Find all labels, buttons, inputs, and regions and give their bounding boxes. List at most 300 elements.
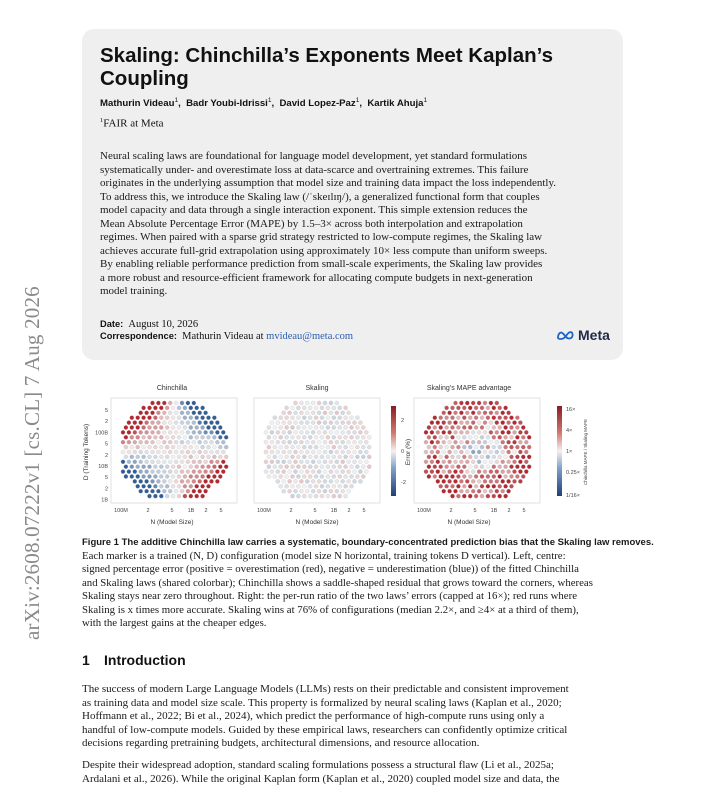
configuration-marker: [302, 425, 306, 429]
configuration-marker: [293, 450, 297, 454]
configuration-marker: [335, 479, 339, 483]
configuration-marker: [480, 445, 484, 449]
configuration-marker: [480, 425, 484, 429]
configuration-marker: [127, 421, 131, 425]
configuration-marker: [174, 460, 178, 464]
configuration-marker: [282, 440, 286, 444]
configuration-marker: [424, 470, 428, 474]
configuration-marker: [270, 470, 274, 474]
configuration-marker: [209, 421, 213, 425]
configuration-marker: [147, 455, 151, 459]
configuration-marker: [332, 484, 336, 488]
configuration-marker: [293, 489, 297, 493]
configuration-marker: [512, 421, 516, 425]
configuration-marker: [305, 460, 309, 464]
configuration-marker: [471, 421, 475, 425]
configuration-marker: [468, 474, 472, 478]
configuration-marker: [192, 489, 196, 493]
configuration-marker: [218, 425, 222, 429]
configuration-marker: [282, 460, 286, 464]
configuration-marker: [459, 430, 463, 434]
configuration-marker: [468, 465, 472, 469]
configuration-marker: [347, 489, 351, 493]
configuration-marker: [285, 474, 289, 478]
configuration-marker: [171, 465, 175, 469]
configuration-marker: [495, 479, 499, 483]
configuration-marker: [459, 479, 463, 483]
configuration-marker: [326, 455, 330, 459]
configuration-marker: [326, 474, 330, 478]
configuration-marker: [495, 401, 499, 405]
configuration-marker: [130, 465, 134, 469]
configuration-marker: [462, 445, 466, 449]
configuration-marker: [186, 430, 190, 434]
configuration-marker: [159, 435, 163, 439]
configuration-marker: [453, 479, 457, 483]
configuration-marker: [474, 465, 478, 469]
configuration-marker: [177, 406, 181, 410]
configuration-marker: [314, 484, 318, 488]
configuration-marker: [477, 440, 481, 444]
configuration-marker: [183, 474, 187, 478]
configuration-marker: [448, 411, 452, 415]
configuration-marker: [299, 489, 303, 493]
configuration-marker: [136, 474, 140, 478]
configuration-marker: [212, 416, 216, 420]
configuration-marker: [355, 416, 359, 420]
configuration-marker: [201, 425, 205, 429]
x-tick-label: 2: [449, 508, 453, 514]
author-affiliation-mark: 1: [267, 97, 272, 104]
configuration-marker: [145, 421, 149, 425]
configuration-marker: [206, 435, 210, 439]
configuration-marker: [486, 455, 490, 459]
configuration-marker: [314, 494, 318, 498]
caption-line: and Skaling laws (shared colorbar); Chinchilla shows a saddle-shaped residual that grows toward the corners, whereas: [82, 576, 593, 589]
configuration-marker: [204, 421, 208, 425]
configuration-marker: [308, 435, 312, 439]
configuration-marker: [456, 494, 460, 498]
configuration-marker: [361, 455, 365, 459]
configuration-marker: [483, 460, 487, 464]
configuration-marker: [189, 416, 193, 420]
configuration-marker: [439, 465, 443, 469]
configuration-marker: [285, 416, 289, 420]
configuration-marker: [433, 455, 437, 459]
configuration-marker: [430, 470, 434, 474]
configuration-marker: [162, 470, 166, 474]
configuration-marker: [314, 455, 318, 459]
date-label: Date:: [100, 319, 124, 329]
configuration-marker: [453, 489, 457, 493]
configuration-marker: [480, 406, 484, 410]
configuration-marker: [439, 474, 443, 478]
configuration-marker: [177, 474, 181, 478]
configuration-marker: [192, 470, 196, 474]
configuration-marker: [329, 430, 333, 434]
configuration-marker: [498, 435, 502, 439]
configuration-marker: [495, 440, 499, 444]
configuration-marker: [518, 479, 522, 483]
intro-paragraph-2: [82, 759, 622, 786]
configuration-marker: [168, 411, 172, 415]
x-tick-label: 5: [170, 508, 174, 514]
configuration-marker: [468, 455, 472, 459]
configuration-marker: [512, 460, 516, 464]
configuration-marker: [204, 470, 208, 474]
date-value: August 10, 2026: [128, 319, 199, 330]
configuration-marker: [168, 460, 172, 464]
caption-line: Skaling is x times more accurate. Skaling wins at 76% of configurations (median 2.2×, and ≥4× at a third of them),: [82, 603, 579, 616]
configuration-marker: [442, 450, 446, 454]
configuration-marker: [127, 470, 131, 474]
configuration-marker: [507, 430, 511, 434]
configuration-marker: [320, 406, 324, 410]
configuration-marker: [159, 484, 163, 488]
configuration-marker: [341, 440, 345, 444]
configuration-marker: [276, 470, 280, 474]
configuration-marker: [177, 425, 181, 429]
configuration-marker: [521, 474, 525, 478]
x-tick-label: 2: [347, 508, 351, 514]
configuration-marker: [159, 445, 163, 449]
configuration-marker: [299, 479, 303, 483]
configuration-marker: [474, 416, 478, 420]
configuration-marker: [192, 460, 196, 464]
configuration-marker: [273, 435, 277, 439]
configuration-marker: [504, 474, 508, 478]
colorbar-error: [391, 406, 396, 496]
configuration-marker: [156, 411, 160, 415]
configuration-marker: [424, 460, 428, 464]
configuration-marker: [186, 460, 190, 464]
colorbar-ratio-tick: 4×: [566, 428, 573, 434]
configuration-marker: [498, 455, 502, 459]
abstract-line: By enabling reliable performance prediction from small-scale experiments, the Skaling law provides: [100, 258, 543, 270]
configuration-marker: [171, 425, 175, 429]
configuration-marker: [474, 435, 478, 439]
configuration-marker: [165, 416, 169, 420]
configuration-marker: [218, 474, 222, 478]
body-line: Ardalani et al., 2026). While the original Kaplan form (Kaplan et al., 2020) coupled model size and data, the: [82, 772, 560, 785]
configuration-marker: [320, 445, 324, 449]
panel-title-skaling: Skaling: [305, 385, 329, 392]
configuration-marker: [198, 430, 202, 434]
configuration-marker: [465, 421, 469, 425]
configuration-marker: [501, 460, 505, 464]
configuration-marker: [221, 430, 225, 434]
configuration-marker: [445, 484, 449, 488]
configuration-marker: [332, 416, 336, 420]
configuration-marker: [136, 465, 140, 469]
configuration-marker: [430, 460, 434, 464]
configuration-marker: [273, 474, 277, 478]
configuration-marker: [489, 440, 493, 444]
author-name: David Lopez-Paz: [279, 98, 356, 110]
configuration-marker: [290, 455, 294, 459]
configuration-marker: [326, 465, 330, 469]
configuration-marker: [174, 450, 178, 454]
configuration-marker: [427, 455, 431, 459]
configuration-marker: [468, 435, 472, 439]
configuration-marker: [150, 430, 154, 434]
configuration-marker: [127, 430, 131, 434]
configuration-marker: [296, 406, 300, 410]
configuration-marker: [270, 430, 274, 434]
configuration-marker: [349, 435, 353, 439]
configuration-marker: [314, 465, 318, 469]
configuration-marker: [282, 450, 286, 454]
configuration-marker: [456, 455, 460, 459]
configuration-marker: [201, 445, 205, 449]
configuration-marker: [299, 460, 303, 464]
configuration-marker: [165, 445, 169, 449]
configuration-marker: [492, 455, 496, 459]
configuration-marker: [308, 465, 312, 469]
caption-heading: [82, 536, 654, 550]
configuration-marker: [462, 494, 466, 498]
configuration-marker: [492, 484, 496, 488]
configuration-marker: [465, 430, 469, 434]
configuration-marker: [320, 416, 324, 420]
configuration-marker: [349, 465, 353, 469]
configuration-marker: [288, 430, 292, 434]
configuration-marker: [293, 411, 297, 415]
configuration-marker: [492, 425, 496, 429]
configuration-marker: [445, 445, 449, 449]
configuration-marker: [427, 465, 431, 469]
configuration-marker: [427, 435, 431, 439]
configuration-marker: [453, 421, 457, 425]
configuration-marker: [501, 470, 505, 474]
configuration-marker: [145, 450, 149, 454]
configuration-marker: [139, 479, 143, 483]
configuration-marker: [288, 450, 292, 454]
configuration-marker: [453, 401, 457, 405]
configuration-marker: [364, 460, 368, 464]
configuration-marker: [456, 445, 460, 449]
configuration-marker: [273, 465, 277, 469]
configuration-marker: [215, 421, 219, 425]
configuration-marker: [498, 416, 502, 420]
configuration-marker: [299, 470, 303, 474]
configuration-marker: [195, 494, 199, 498]
x-tick-label: 1B: [490, 508, 498, 514]
configuration-marker: [430, 450, 434, 454]
configuration-marker: [180, 470, 184, 474]
configuration-marker: [352, 479, 356, 483]
configuration-marker: [507, 489, 511, 493]
configuration-marker: [515, 455, 519, 459]
configuration-marker: [308, 416, 312, 420]
body-line: decisions regarding pretraining budgets, architectural dimensions, and resource allocation.: [82, 737, 480, 750]
configuration-marker: [495, 460, 499, 464]
abstract-line: regimes. When paired with a sparse grid strategy restricted to low-compute regimes, the Skaling law: [100, 231, 543, 243]
configuration-marker: [186, 489, 190, 493]
configuration-marker: [302, 445, 306, 449]
configuration-marker: [332, 406, 336, 410]
configuration-marker: [282, 421, 286, 425]
configuration-marker: [349, 416, 353, 420]
configuration-marker: [156, 489, 160, 493]
configuration-marker: [344, 416, 348, 420]
configuration-marker: [147, 484, 151, 488]
configuration-marker: [177, 455, 181, 459]
configuration-marker: [489, 470, 493, 474]
configuration-marker: [492, 465, 496, 469]
configuration-marker: [142, 445, 146, 449]
configuration-marker: [323, 470, 327, 474]
configuration-marker: [156, 450, 160, 454]
configuration-marker: [480, 484, 484, 488]
configuration-marker: [358, 470, 362, 474]
configuration-marker: [352, 430, 356, 434]
author-affiliation-mark: 1: [355, 97, 360, 104]
configuration-marker: [436, 430, 440, 434]
configuration-marker: [509, 445, 513, 449]
configuration-marker: [142, 406, 146, 410]
configuration-marker: [335, 470, 339, 474]
configuration-marker: [186, 470, 190, 474]
configuration-marker: [507, 450, 511, 454]
meta-logo-text: Meta: [578, 327, 610, 343]
configuration-marker: [329, 401, 333, 405]
configuration-marker: [267, 445, 271, 449]
configuration-marker: [320, 455, 324, 459]
configuration-marker: [293, 440, 297, 444]
configuration-marker: [192, 411, 196, 415]
configuration-marker: [474, 425, 478, 429]
configuration-marker: [448, 470, 452, 474]
configuration-marker: [302, 494, 306, 498]
configuration-marker: [147, 416, 151, 420]
configuration-marker: [311, 460, 315, 464]
configuration-marker: [221, 460, 225, 464]
configuration-marker: [204, 450, 208, 454]
configuration-marker: [320, 465, 324, 469]
configuration-marker: [299, 450, 303, 454]
configuration-marker: [483, 421, 487, 425]
configuration-marker: [285, 406, 289, 410]
configuration-marker: [433, 465, 437, 469]
author-name: Badr Youbi-Idrissi: [186, 98, 268, 110]
configuration-marker: [136, 445, 140, 449]
configuration-marker: [183, 455, 187, 459]
configuration-marker: [189, 474, 193, 478]
configuration-marker: [471, 479, 475, 483]
correspondence-email-link[interactable]: mvideau@meta.com: [266, 331, 354, 342]
configuration-marker: [459, 489, 463, 493]
configuration-marker: [450, 474, 454, 478]
configuration-marker: [477, 430, 481, 434]
configuration-marker: [180, 421, 184, 425]
configuration-marker: [477, 479, 481, 483]
configuration-marker: [349, 474, 353, 478]
configuration-marker: [192, 440, 196, 444]
colorbar-ratio-label: Chinchilla MAPE / Skaling MAPE: [583, 418, 588, 486]
configuration-marker: [171, 455, 175, 459]
configuration-marker: [450, 435, 454, 439]
configuration-marker: [201, 474, 205, 478]
configuration-marker: [150, 401, 154, 405]
configuration-marker: [317, 411, 321, 415]
colorbar-error-tick: 0: [401, 449, 405, 455]
configuration-marker: [156, 479, 160, 483]
configuration-marker: [509, 416, 513, 420]
configuration-marker: [527, 445, 531, 449]
configuration-marker: [486, 474, 490, 478]
configuration-marker: [501, 430, 505, 434]
configuration-marker: [162, 479, 166, 483]
configuration-marker: [209, 460, 213, 464]
configuration-marker: [450, 425, 454, 429]
configuration-marker: [332, 455, 336, 459]
configuration-marker: [186, 401, 190, 405]
configuration-marker: [201, 494, 205, 498]
y-tick-label: 5: [104, 441, 108, 448]
configuration-marker: [290, 435, 294, 439]
configuration-marker: [201, 455, 205, 459]
x-tick-label: 2: [146, 508, 150, 514]
configuration-marker: [150, 440, 154, 444]
configuration-marker: [501, 479, 505, 483]
configuration-marker: [486, 435, 490, 439]
configuration-marker: [459, 460, 463, 464]
configuration-marker: [162, 430, 166, 434]
configuration-marker: [279, 465, 283, 469]
configuration-marker: [165, 494, 169, 498]
configuration-marker: [512, 479, 516, 483]
configuration-marker: [323, 479, 327, 483]
configuration-marker: [308, 494, 312, 498]
configuration-marker: [448, 430, 452, 434]
configuration-marker: [195, 465, 199, 469]
configuration-marker: [273, 455, 277, 459]
configuration-marker: [489, 479, 493, 483]
configuration-marker: [153, 425, 157, 429]
configuration-marker: [341, 479, 345, 483]
configuration-marker: [201, 406, 205, 410]
configuration-marker: [347, 450, 351, 454]
configuration-marker: [453, 430, 457, 434]
colorbar-ratio-ticks: [566, 407, 580, 499]
configuration-marker: [296, 435, 300, 439]
configuration-marker: [267, 455, 271, 459]
configuration-marker: [168, 479, 172, 483]
configuration-marker: [218, 445, 222, 449]
configuration-marker: [273, 445, 277, 449]
configuration-marker: [504, 455, 508, 459]
configuration-marker: [509, 474, 513, 478]
body-line: The success of modern Large Language Models (LLMs) rests on their predictable and consistent improvement: [82, 683, 569, 695]
configuration-marker: [367, 445, 371, 449]
configuration-marker: [486, 425, 490, 429]
configuration-marker: [305, 421, 309, 425]
configuration-marker: [186, 421, 190, 425]
configuration-marker: [471, 411, 475, 415]
configuration-marker: [145, 440, 149, 444]
y-tick-label: 5: [104, 475, 108, 482]
configuration-marker: [332, 465, 336, 469]
configuration-marker: [317, 460, 321, 464]
configuration-marker: [347, 479, 351, 483]
configuration-marker: [492, 416, 496, 420]
configuration-marker: [153, 445, 157, 449]
configuration-marker: [147, 465, 151, 469]
configuration-marker: [215, 430, 219, 434]
configuration-marker: [329, 489, 333, 493]
configuration-marker: [344, 484, 348, 488]
